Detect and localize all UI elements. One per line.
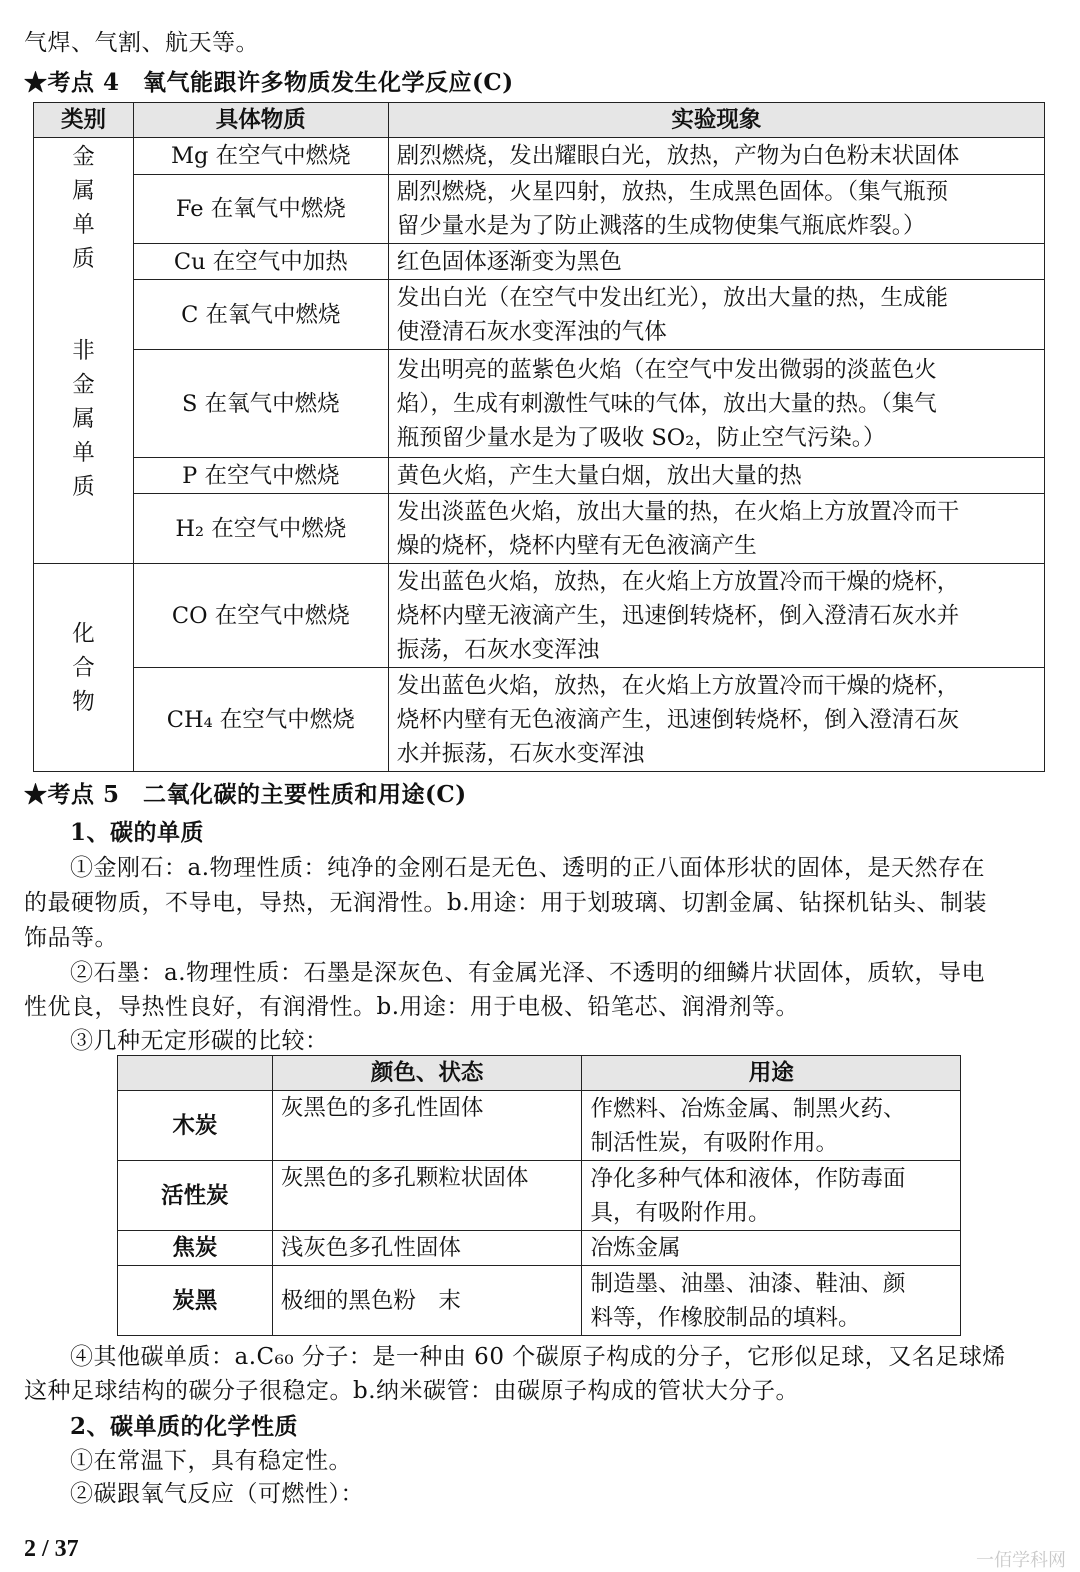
carbon-state: 灰黑色的多孔颗粒状固体 bbox=[272, 1161, 582, 1231]
category-nonmetal-label: 非 金 属 单 质 bbox=[72, 338, 95, 500]
substance-cell: Cu 在空气中加热 bbox=[133, 244, 388, 280]
carbon-name: 活性炭 bbox=[118, 1161, 273, 1231]
header-category: 类别 bbox=[34, 103, 134, 138]
substance-cell: CH₄ 在空气中燃烧 bbox=[133, 668, 388, 772]
paragraph-amorphous: ③几种无定形碳的比较： bbox=[70, 1028, 329, 1054]
carbon-use: 制造墨、油墨、油漆、鞋油、颜 料等，作橡胶制品的填料。 bbox=[582, 1266, 961, 1336]
substance-cell: H₂ 在空气中燃烧 bbox=[133, 494, 388, 564]
header-observation: 实验现象 bbox=[388, 103, 1044, 138]
observation-cell: 红色固体逐渐变为黑色 bbox=[388, 244, 1044, 280]
page-number: 2 / 37 bbox=[24, 1536, 79, 1562]
paragraph-graphite-1: ②石墨：a.物理性质：石墨是深灰色、有金属光泽、不透明的细鳞片状固体，质软，导电 bbox=[70, 960, 986, 986]
carbon-use: 净化多种气体和液体，作防毒面 具，有吸附作用。 bbox=[582, 1161, 961, 1231]
observation-cell: 黄色火焰，产生大量白烟，放出大量的热 bbox=[388, 458, 1044, 494]
amorphous-carbon-table bbox=[117, 1055, 961, 1336]
observation-cell: 发出明亮的蓝紫色火焰（在空气中发出微弱的淡蓝色火 焰），生成有刺激性气味的气体，放出大量的热。（集气 瓶预留少量水是为了吸收 SO₂，防止空气污染。） bbox=[388, 350, 1044, 458]
subheading-chemical-properties: 2、碳单质的化学性质 bbox=[70, 1413, 299, 1440]
carbon-name: 焦炭 bbox=[118, 1231, 273, 1266]
observation-cell: 发出蓝色火焰，放热，在火焰上方放置冷而干燥的烧杯， 烧杯内壁无液滴产生，迅速倒转烧杯，倒入澄清石灰水并 振荡，石灰水变浑浊 bbox=[388, 564, 1044, 668]
header-use: 用途 bbox=[582, 1056, 961, 1091]
substance-cell: S 在氧气中燃烧 bbox=[133, 350, 388, 458]
carbon-name: 木炭 bbox=[118, 1091, 273, 1161]
paragraph-other-carbon-1: ④其他碳单质：a.C₆₀ 分子：是一种由 60 个碳原子构成的分子，它形似足球，又名足球烯 bbox=[70, 1344, 1006, 1370]
paragraph-combustion: ②碳跟氧气反应（可燃性）： bbox=[70, 1481, 364, 1507]
substance-cell: Mg 在空气中燃烧 bbox=[133, 138, 388, 175]
section5-title: ★考点 5 二氧化碳的主要性质和用途(C) bbox=[24, 781, 467, 808]
carbon-name: 炭黑 bbox=[118, 1266, 273, 1336]
category-compound-label: 化 合 物 bbox=[72, 620, 95, 715]
header-substance: 具体物质 bbox=[133, 103, 388, 138]
watermark: 一佰学科网 bbox=[976, 1550, 1066, 1571]
paragraph-diamond-2: 的最硬物质，不导电，导热，无润滑性。b.用途：用于划玻璃、切割金属、钻探机钻头、制装 bbox=[24, 890, 988, 916]
observation-cell: 发出淡蓝色火焰，放出大量的热，在火焰上方放置冷而干 燥的烧杯，烧杯内壁有无色液滴产生 bbox=[388, 494, 1044, 564]
paragraph-diamond-1: ①金刚石：a.物理性质：纯净的金刚石是无色、透明的正八面体形状的固体，是天然存在 bbox=[70, 855, 986, 881]
paragraph-stability: ①在常温下，具有稳定性。 bbox=[70, 1448, 352, 1474]
intro-line: 气焊、气割、航天等。 bbox=[24, 30, 259, 56]
substance-cell: CO 在空气中燃烧 bbox=[133, 564, 388, 668]
category-compound bbox=[34, 564, 134, 772]
carbon-state: 浅灰色多孔性固体 bbox=[272, 1231, 582, 1266]
header-color-state: 颜色、状态 bbox=[272, 1056, 582, 1091]
oxygen-reaction-table bbox=[33, 102, 1045, 772]
substance-cell: P 在空气中燃烧 bbox=[133, 458, 388, 494]
section4-title: ★考点 4 氧气能跟许多物质发生化学反应(C) bbox=[24, 69, 514, 96]
observation-cell: 发出蓝色火焰，放热，在火焰上方放置冷而干燥的烧杯， 烧杯内壁有无色液滴产生，迅速倒转烧杯，倒入澄清石灰 水并振荡，石灰水变浑浊 bbox=[388, 668, 1044, 772]
category-metal-nonmetal bbox=[34, 138, 134, 564]
observation-cell: 剧烈燃烧，火星四射，放热，生成黑色固体。（集气瓶预 留少量水是为了防止溅落的生成物使集气瓶底炸裂。） bbox=[388, 175, 1044, 244]
category-metal-label: 金 属 单 质 bbox=[72, 144, 95, 272]
observation-cell: 剧烈燃烧，发出耀眼白光，放热，产物为白色粉末状固体 bbox=[388, 138, 1044, 175]
substance-cell: Fe 在氧气中燃烧 bbox=[133, 175, 388, 244]
substance-cell: C 在氧气中燃烧 bbox=[133, 280, 388, 350]
paragraph-other-carbon-2: 这种足球结构的碳分子很稳定。b.纳米碳管：由碳原子构成的管状大分子。 bbox=[24, 1378, 800, 1404]
observation-cell: 发出白光（在空气中发出红光），放出大量的热，生成能 使澄清石灰水变浑浊的气体 bbox=[388, 280, 1044, 350]
paragraph-graphite-2: 性优良，导热性良好，有润滑性。b.用途：用于电极、铅笔芯、润滑剂等。 bbox=[24, 994, 800, 1020]
carbon-state: 极细的黑色粉 末 bbox=[272, 1266, 582, 1336]
subheading-carbon-element: 1、碳的单质 bbox=[70, 819, 205, 846]
carbon-state: 灰黑色的多孔性固体 bbox=[272, 1091, 582, 1161]
header-blank bbox=[118, 1056, 273, 1091]
paragraph-diamond-3: 饰品等。 bbox=[24, 925, 118, 951]
carbon-use: 冶炼金属 bbox=[582, 1231, 961, 1266]
carbon-use: 作燃料、冶炼金属、制黑火药、 制活性炭，有吸附作用。 bbox=[582, 1091, 961, 1161]
